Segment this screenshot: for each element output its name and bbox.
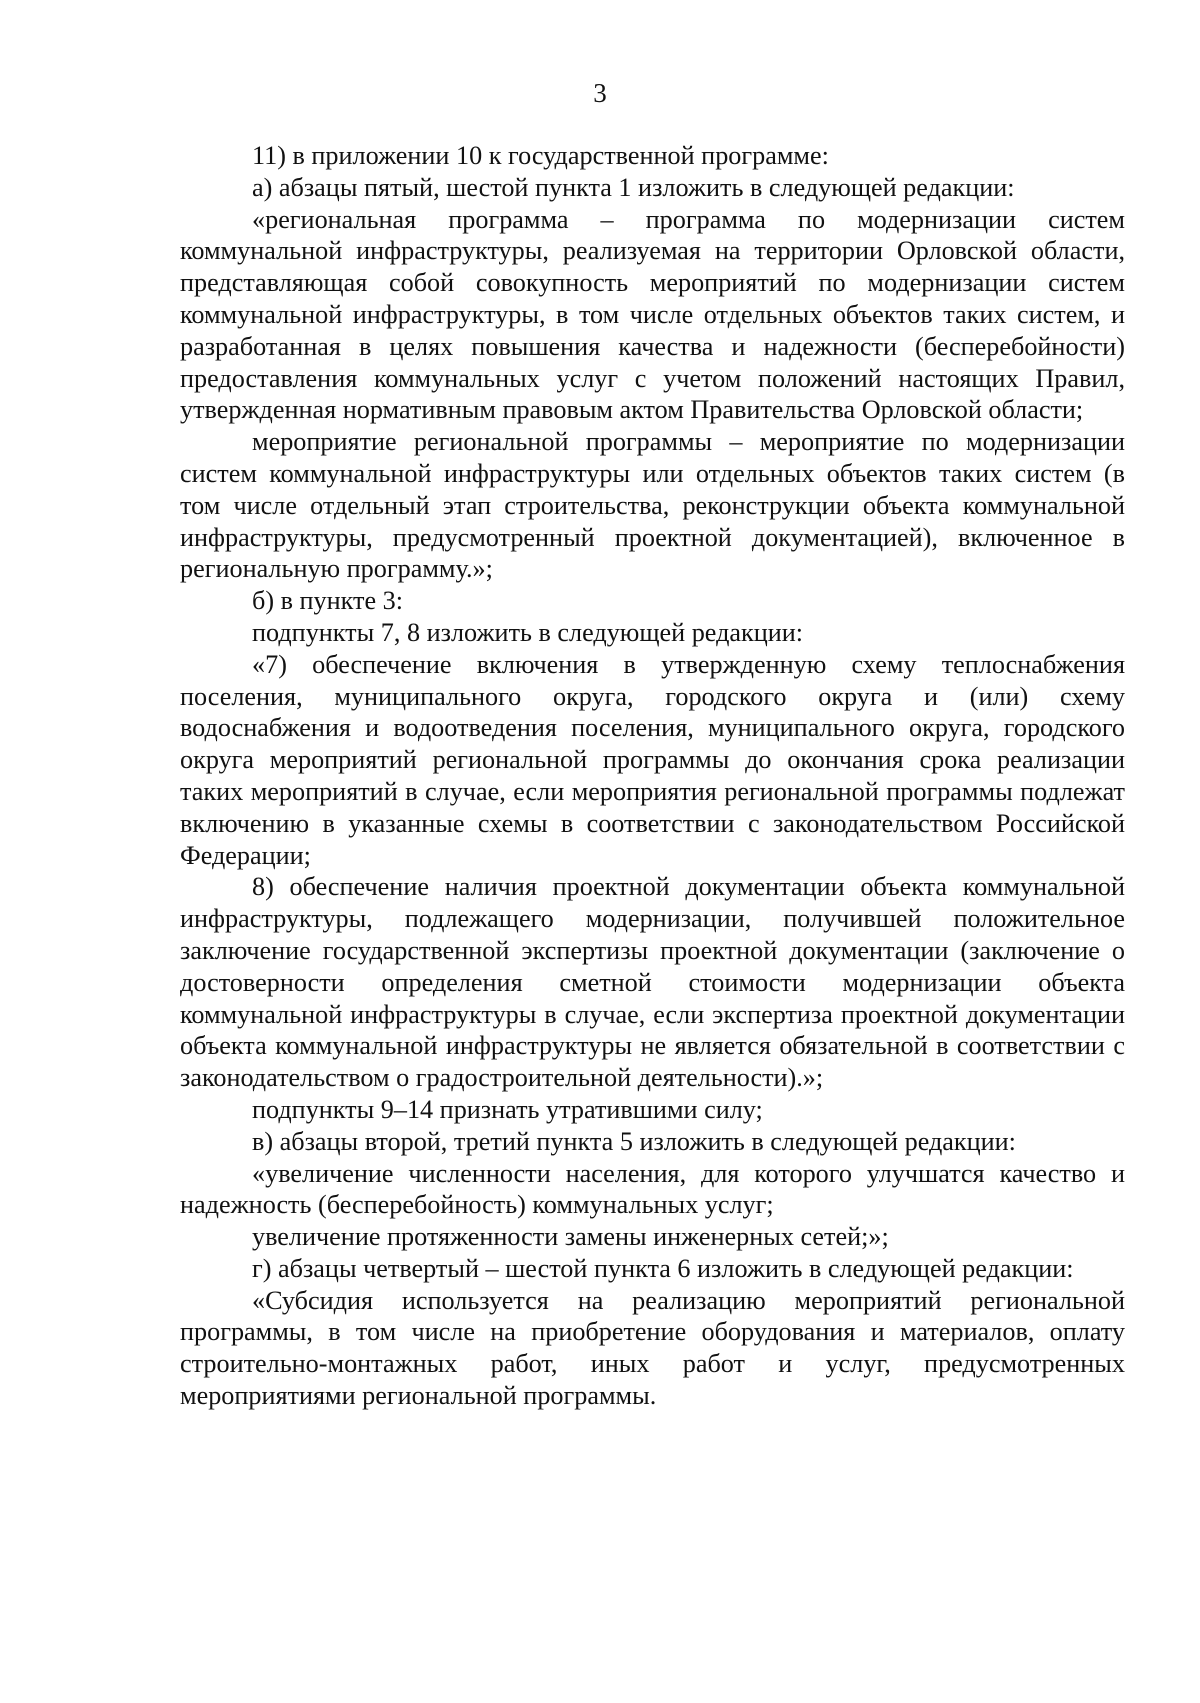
paragraph-item-11: 11) в приложении 10 к государственной программе:: [252, 141, 829, 170]
paragraph-subpoint-7: «7) обеспечение включения в утвержденную схему теплоснабжения поселения, муниципального округа, городского округа и (или) схему водоснабжения и водоотведения поселения, муниципального округа, городского округа мероприятий региональной программы до окончания срока реализации таких мероприятий в случае, если мероприятия региональной программы подлежат включению в указанные схемы в соответствии с законодательством Российской Федерации;: [180, 649, 1125, 870]
paragraph-subitem-v: в) абзацы второй, третий пункта 5 изложить в следующей редакции:: [252, 1126, 1016, 1156]
paragraph-subpoints-7-8: подпункты 7, 8 изложить в следующей редакции:: [252, 617, 804, 647]
paragraph-subpoints-9-14: подпункты 9–14 признать утратившими силу;: [252, 1094, 763, 1124]
paragraph-subsidy-usage: «Субсидия используется на реализацию мероприятий региональной программы, в том числе на приобретение оборудования и материалов, оплату строительно-монтажных работ, иных работ и услуг, предусмотренных мероприятиями региональной программы.: [180, 1285, 1125, 1411]
paragraph-population-increase: «увеличение численности населения, для которого улучшатся качество и надежность (бесперебойность) коммунальных услуг;: [180, 1158, 1125, 1220]
paragraph-subitem-g: г) абзацы четвертый – шестой пункта 6 изложить в следующей редакции:: [252, 1253, 1074, 1283]
paragraph-regional-program-definition: «региональная программа – программа по модернизации систем коммунальной инфраструктуры, реализуемая на территории Орловской области, представляющая собой совокупность мероприятий по модернизации систем коммунальной инфраструктуры, в том числе отдельных объектов таких систем, и разработанная в целях повышения качества и надежности (бесперебойности) предоставления коммунальных услуг с учетом положений настоящих Правил, утвержденная нормативным правовым актом Правительства Орловской области;: [180, 204, 1125, 425]
paragraph-subitem-a: а) абзацы пятый, шестой пункта 1 изложить в следующей редакции:: [252, 172, 1015, 202]
document-body: [180, 140, 1125, 1412]
page-number: 3: [593, 78, 607, 108]
paragraph-program-measure-definition: мероприятие региональной программы – мероприятие по модернизации систем коммунальной инфраструктуры или отдельных объектов таких систем (в том числе отдельный этап строительства, реконструкции объекта коммунальной инфраструктуры, предусмотренный проектной документацией), включенное в региональную программу.»;: [180, 427, 1125, 584]
paragraph-subpoint-8: 8) обеспечение наличия проектной документации объекта коммунальной инфраструктуры, подлежащего модернизации, получившей положительное заключение государственной экспертизы проектной документации (заключение о достоверности определения сметной стоимости модернизации объекта коммунальной инфраструктуры в случае, если экспертиза проектной документации объекта коммунальной инфраструктуры не является обязательной в соответствии с законодательством о градостроительной деятельности).»;: [180, 872, 1125, 1093]
paragraph-network-replacement: увеличение протяженности замены инженерных сетей;»;: [252, 1222, 889, 1252]
paragraph-subitem-b: б) в пункте 3:: [252, 586, 403, 616]
